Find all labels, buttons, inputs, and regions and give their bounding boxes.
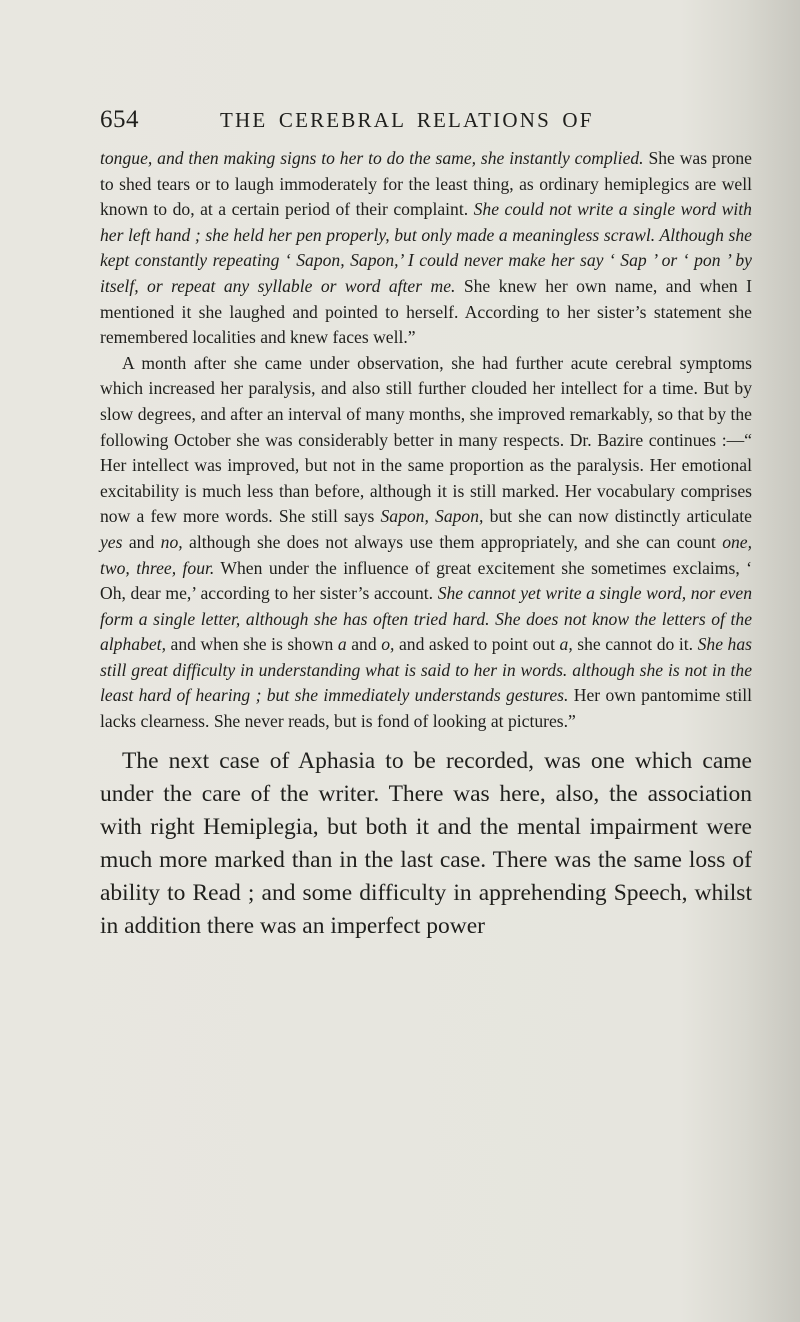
text-run: a, bbox=[559, 634, 573, 655]
text-run: Her own pantomime still lacks clearness. She never reads, but is fond of looking at pictures.” bbox=[100, 685, 753, 732]
text-run: one, two, three, four. bbox=[100, 531, 753, 578]
text-run: and bbox=[346, 634, 382, 655]
text-run: She was prone to shed tears or to laugh immoderately for the least thing, as ordinary hemiplegics are well known to do, at a certain period of their complaint. bbox=[100, 148, 752, 220]
text-run: a bbox=[337, 634, 347, 655]
text-run: o, bbox=[381, 634, 395, 655]
paragraph-next-case: The next case of Aphasia to be recorded, was one which came under the care of the writer. There was here, also, the association with right Hemiplegia, but both it and the mental impairment were much more marked than in the last case. There was the same loss of ability to Read ; and some difficulty in apprehending Speech, whilst in addition there was an imperfect power bbox=[100, 747, 752, 939]
text-run: She knew her own name, and when I mentioned it she laughed and pointed to herself. According to her sister’s statement she remembered localities and knew faces well.” bbox=[100, 275, 752, 348]
text-run: and bbox=[122, 531, 161, 552]
text-run: She has still great difficulty in understanding what is said to her in words. although she is not in the least hard of hearing ; but she immediately understands gestures. bbox=[100, 634, 752, 706]
page-body bbox=[100, 146, 752, 943]
paragraph-month-after bbox=[100, 351, 752, 735]
text-run: and asked to point out bbox=[394, 634, 560, 655]
page-number: 654 bbox=[100, 106, 139, 133]
running-title: THE CEREBRAL RELATIONS OF bbox=[220, 108, 594, 132]
text-run: A month after she came under observation, she had further acute cerebral symptoms which increased her paralysis, and also still further clouded her intellect for a time. But by slow degrees, and after an interval of many months, she improved remarkably, so that by the following October she was considerably better in many respects. Dr. Bazire continues :—“ Her intellect was improved, but not in the same proportion as the paralysis. Her emotional excitability is much less than before, although it is still marked. Her vocabulary comprises now a few more words. She still says bbox=[100, 352, 752, 527]
page-header bbox=[100, 106, 740, 142]
paragraph-quote-continuation bbox=[100, 146, 752, 351]
text-run: she cannot do it. bbox=[572, 634, 698, 655]
text-run: When under the influence of great excitement she sometimes exclaims, ‘ Oh, dear me,’ according to her sister’s account. bbox=[100, 557, 752, 604]
text-run: but she can now distinctly articulate bbox=[483, 506, 752, 527]
text-run: yes bbox=[100, 531, 123, 552]
text-run: although she does not always use them appropriately, and she can count bbox=[182, 531, 723, 552]
text-run: She could not write a single word with her left hand ; she held her pen properly, but only made a meaningless scrawl. Although she kept constantly repeating ‘ Sapon, Sapon,’ I could never make her say ‘ Sap ’ or ‘ pon ’ by itself, or repeat any syllable or word after me. bbox=[100, 199, 752, 296]
text-run: no, bbox=[160, 531, 183, 552]
text-run: Sapon, Sapon, bbox=[380, 506, 484, 527]
text-run: tongue, and then making signs to her to do the same, she instantly complied. bbox=[100, 148, 644, 168]
text-run: She cannot yet write a single word, nor even form a single letter, although she has often tried hard. She does not know the letters of the alphabet, bbox=[100, 583, 753, 655]
text-run: and when she is shown bbox=[165, 634, 338, 655]
